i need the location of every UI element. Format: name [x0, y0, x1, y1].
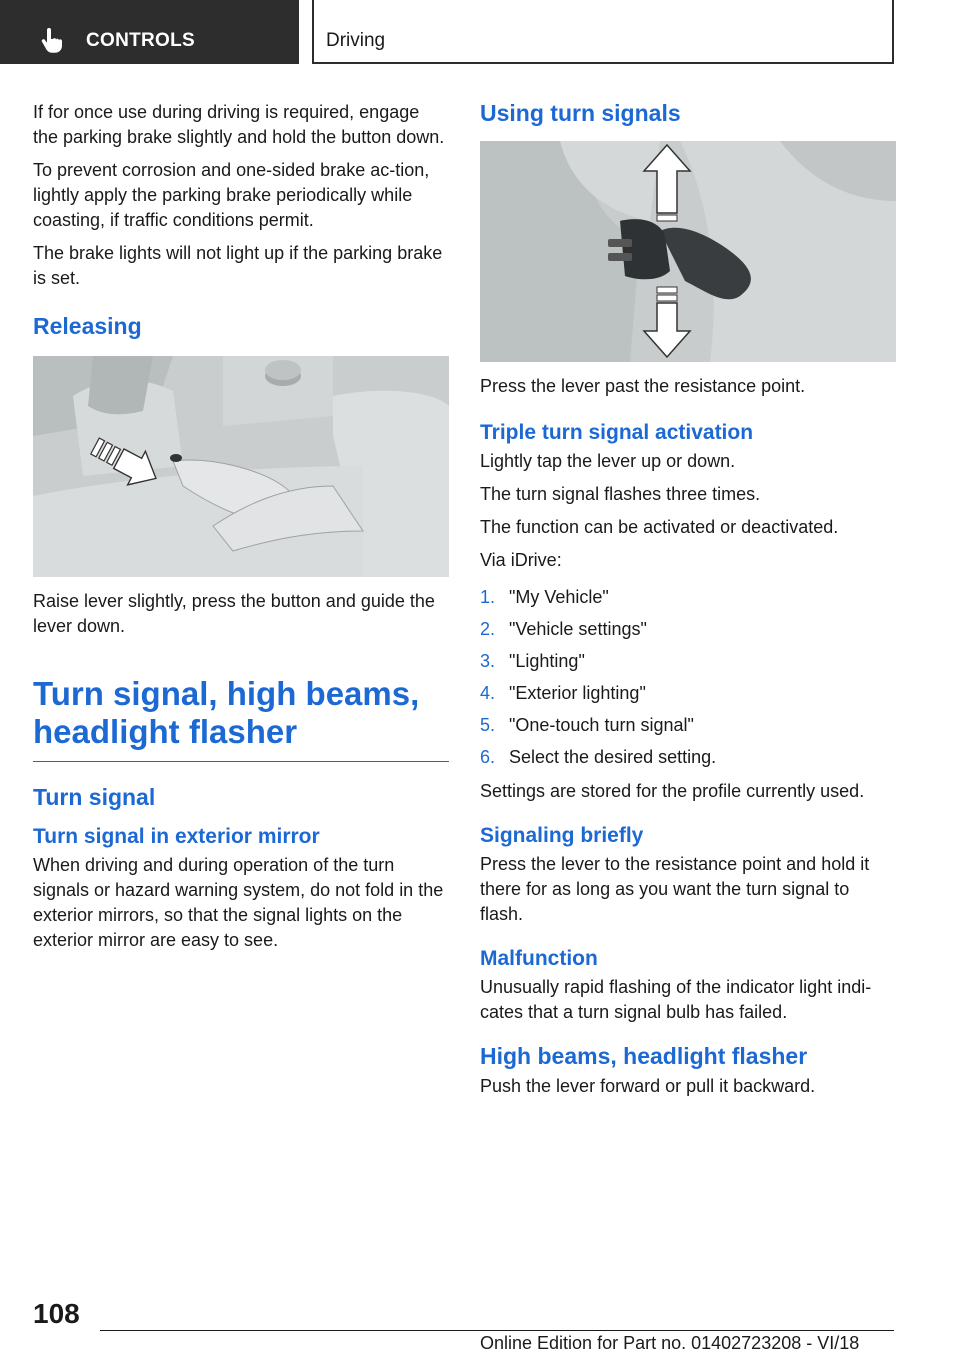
right-column: [480, 100, 896, 1107]
mirror-heading: Turn signal in exterior mirror: [33, 825, 320, 848]
parking-brake-illustration: [33, 356, 449, 577]
parking-brake-drawing: [33, 356, 449, 577]
list-item: [480, 677, 896, 709]
paragraph: Lightly tap the lever up or down.: [480, 451, 736, 471]
step-text: "Vehicle settings": [509, 619, 647, 639]
figure-caption: Raise lever slightly, press the button and guide the lever down.: [33, 591, 435, 636]
list-item: [480, 613, 896, 645]
section-header: [312, 0, 894, 64]
section-label: Driving: [326, 30, 386, 51]
step-text: "Exterior lighting": [509, 683, 646, 703]
turn-signal-lever-illustration: [480, 141, 896, 362]
main-heading-line1: Turn signal, high beams,: [33, 675, 420, 712]
main-heading-line2: headlight flasher: [33, 713, 298, 750]
turn-signal-lever-drawing: [480, 141, 896, 362]
malfunction-heading: Malfunction: [480, 947, 598, 970]
step-number: 2.: [480, 619, 496, 639]
step-text: "One-touch turn signal": [509, 715, 694, 735]
paragraph: Settings are stored for the profile currently used.: [480, 781, 865, 801]
step-number: 6.: [480, 747, 496, 767]
list-item: [480, 645, 896, 677]
list-item: [480, 581, 896, 613]
step-text: "My Vehicle": [509, 587, 609, 607]
step-number: 3.: [480, 651, 496, 671]
signaling-briefly-heading: Signaling briefly: [480, 824, 644, 847]
paragraph: Via iDrive:: [480, 550, 562, 570]
paragraph: The function can be activated or deactivated.: [480, 517, 839, 537]
list-item: [480, 709, 896, 741]
step-number: 4.: [480, 683, 496, 703]
paragraph: When driving and during operation of the turn signals or hazard warning system, do not fold in the exterior mirrors, so that the signal lights on the exterior mirror are easy to see.: [33, 855, 444, 950]
main-heading: [33, 675, 449, 762]
paragraph: The turn signal flashes three times.: [480, 484, 761, 504]
chapter-label: CONTROLS: [86, 30, 196, 51]
step-text: "Lighting": [509, 651, 585, 671]
step-number: 5.: [480, 715, 496, 735]
paragraph: If for once use during driving is required, engage the parking brake slightly and hold the button down.: [33, 102, 445, 147]
releasing-heading: Releasing: [33, 313, 142, 339]
paragraph: To prevent corrosion and one-sided brake ac-tion, lightly apply the parking brake periodically while coasting, if traffic conditions permit.: [33, 160, 430, 230]
paragraph: Push the lever forward or pull it backward.: [480, 1076, 816, 1096]
edition-note: Online Edition for Part no. 01402723208 - VI/18: [480, 1333, 860, 1353]
list-item: [480, 741, 896, 773]
left-column: [33, 100, 449, 961]
paragraph: Unusually rapid flashing of the indicator light indi-cates that a turn signal bulb has failed.: [480, 977, 872, 1022]
footer-divider: [100, 1330, 894, 1331]
chapter-tab[interactable]: [0, 0, 299, 64]
paragraph: Press the lever to the resistance point and hold it there for as long as you want the turn signal to flash.: [480, 854, 870, 924]
turn-signal-heading: Turn signal: [33, 784, 156, 810]
paragraph: The brake lights will not light up if the parking brake is set.: [33, 243, 443, 288]
idrive-steps-list: [480, 581, 896, 773]
hand-pointer-icon: [40, 28, 64, 54]
step-text: Select the desired setting.: [509, 747, 717, 767]
using-turn-signals-heading: Using turn signals: [480, 100, 681, 126]
figure-caption: Press the lever past the resistance point.: [480, 376, 806, 396]
page-number: 108: [33, 1298, 80, 1329]
high-beams-heading: High beams, headlight flasher: [480, 1043, 808, 1069]
triple-turn-signal-heading: Triple turn signal activation: [480, 421, 754, 444]
step-number: 1.: [480, 587, 496, 607]
